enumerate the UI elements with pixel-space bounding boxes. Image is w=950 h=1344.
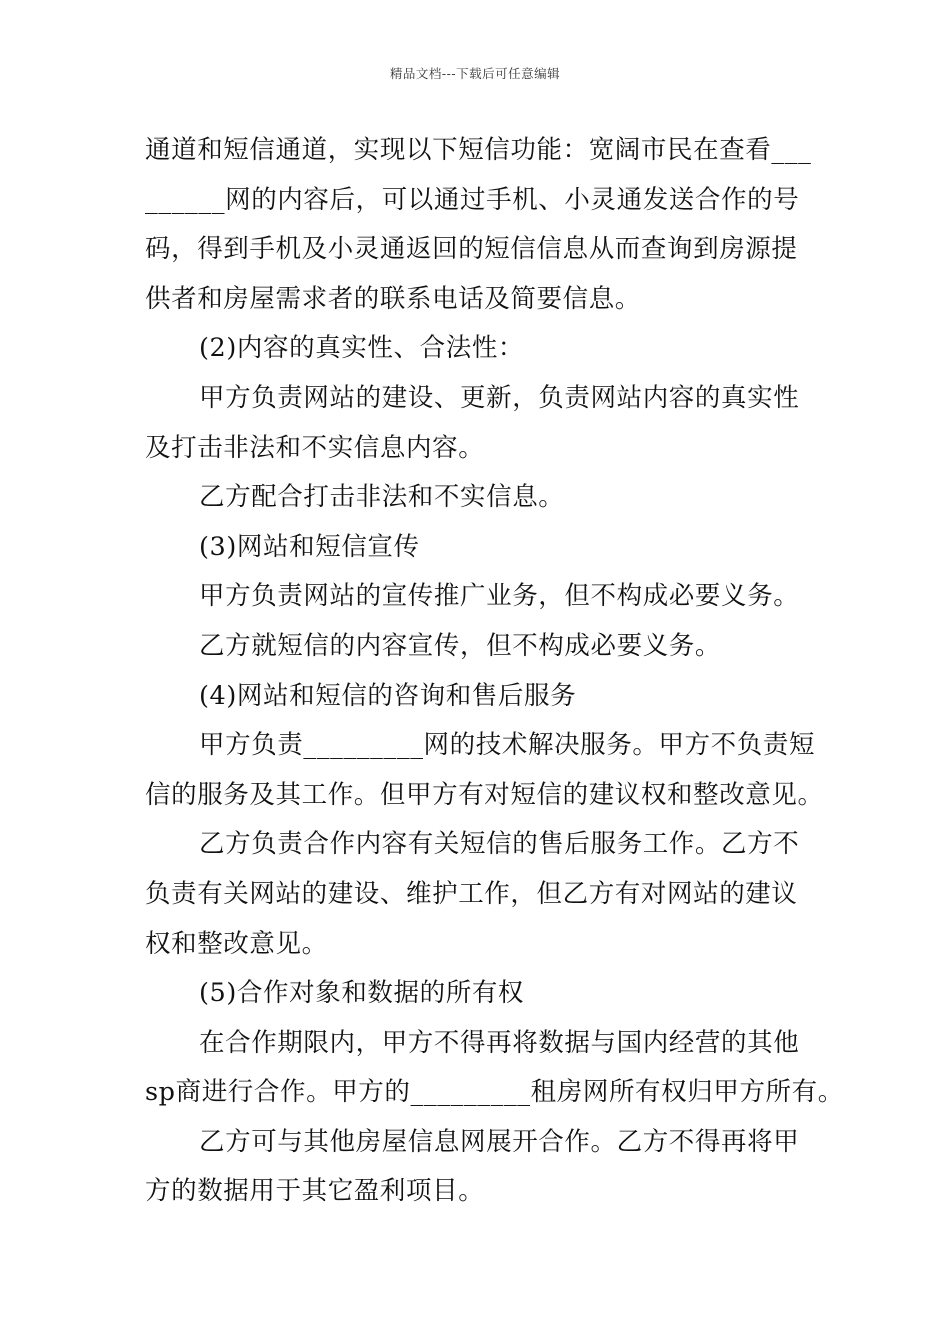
page-header: 精品文档---下载后可任意编辑: [389, 66, 561, 81]
section-heading: (4)网站和短信的咨询和售后服务: [199, 680, 577, 711]
section-heading: (3)网站和短信宣传: [199, 531, 420, 562]
text-line: sp商进行合作。甲方的_________租房网所有权归甲方所有。: [145, 1077, 844, 1108]
document-body: [145, 126, 844, 1217]
text-line: 权和整改意见。: [145, 928, 328, 959]
text-line: 甲方负责_________网的技术解决服务。甲方不负责短: [199, 730, 816, 761]
section-heading: (5)合作对象和数据的所有权: [199, 978, 525, 1009]
section-heading: (2)内容的真实性、合法性：: [199, 333, 525, 364]
text-line: 信的服务及其工作。但甲方有对短信的建议权和整改意见。: [145, 779, 824, 810]
text-line: 码，得到手机及小灵通返回的短信信息从而查询到房源提: [145, 234, 798, 265]
text-line: 方的数据用于其它盈利项目。: [145, 1176, 485, 1207]
text-line: 甲方负责网站的宣传推广业务，但不构成必要义务。: [199, 581, 800, 612]
text-line: 通道和短信通道，实现以下短信功能：宽阔市民在查看___: [145, 135, 812, 165]
text-line: 甲方负责网站的建设、更新，负责网站内容的真实性: [199, 382, 800, 413]
text-line: 负责有关网站的建设、维护工作，但乙方有对网站的建议: [145, 878, 798, 909]
text-line: 供者和房屋需求者的联系电话及简要信息。: [145, 283, 641, 314]
text-line: 在合作期限内，甲方不得再将数据与国内经营的其他: [199, 1027, 800, 1058]
text-line: 乙方就短信的内容宣传，但不构成必要义务。: [199, 630, 722, 661]
text-line: 乙方可与其他房屋信息网展开合作。乙方不得再将甲: [199, 1126, 800, 1157]
text-line: 乙方负责合作内容有关短信的售后服务工作。乙方不: [199, 829, 800, 860]
text-line: ______网的内容后，可以通过手机、小灵通发送合作的号: [145, 184, 800, 215]
text-line: 乙方配合打击非法和不实信息。: [199, 482, 565, 513]
text-line: 及打击非法和不实信息内容。: [145, 432, 485, 463]
